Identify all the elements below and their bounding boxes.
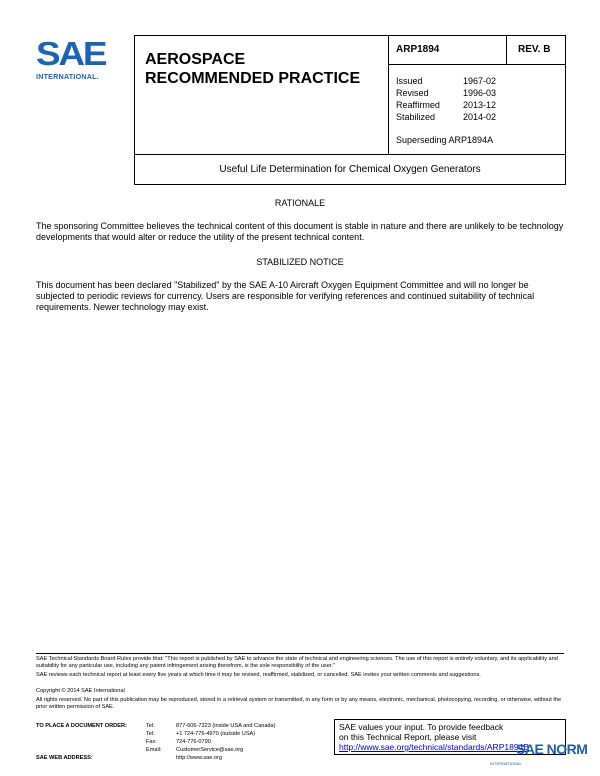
contact-label: Tel: bbox=[146, 731, 155, 737]
contact-value: CustomerService@sae.org bbox=[176, 747, 244, 753]
watermark-small-text: INTERNATIONAL bbox=[490, 761, 522, 766]
superseding-note: Superseding ARP1894A bbox=[396, 135, 494, 145]
date-label: Issued bbox=[396, 76, 423, 86]
stabilized-text: This document has been declared "Stabilized" by the SAE A-10 Aircraft Oxygen Equipment Committee and will no longer be subjected to periodic reviews for currency. Users are responsible for verifying references and continued suitability of technical requirements. Newer technology may exist. bbox=[36, 280, 535, 312]
divider bbox=[506, 36, 507, 64]
contact-value: 877-606-7323 (inside USA and Canada) bbox=[176, 723, 276, 729]
watermark-text: SAE NORM bbox=[516, 741, 588, 757]
date-value: 2014-02 bbox=[463, 112, 497, 122]
footer-rights-text: All rights reserved. No part of this publication may be reproduced, stored in a retrieval system or transmitted, in any form or by any means, electronic, mechanical, photocopying, recording, or otherwise, without the prior written permission of SAE. bbox=[36, 697, 562, 710]
title-line-2: RECOMMENDED PRACTICE bbox=[145, 70, 361, 87]
sae-logo bbox=[34, 35, 120, 84]
stabilized-heading: STABILIZED NOTICE bbox=[256, 257, 344, 267]
date-row bbox=[396, 99, 496, 111]
contact-label: Tel: bbox=[146, 723, 155, 729]
order-contact-block bbox=[36, 722, 276, 762]
order-label: TO PLACE A DOCUMENT ORDER: bbox=[36, 723, 127, 729]
logo-tagline: INTERNATIONAL. bbox=[36, 72, 99, 81]
web-value[interactable]: http://www.sae.org bbox=[176, 755, 223, 761]
contact-label: Email: bbox=[146, 747, 162, 753]
document-number: ARP1894 bbox=[396, 44, 440, 55]
feedback-line-1: SAE values your input. To provide feedback bbox=[339, 722, 504, 732]
logo-letters: SAE bbox=[36, 35, 106, 72]
footer-rule bbox=[36, 653, 564, 654]
footer-rules-text: SAE Technical Standards Board Rules provide that: "This report is published by SAE to advance the state of technical and engineering sciences. The use of this report is entirely voluntary, and its applicability and suitability for any particular use, including any patent infringement arising therefrom, is the sole responsibility of the user." bbox=[36, 656, 558, 669]
date-row bbox=[396, 111, 496, 123]
rationale-text: The sponsoring Committee believes the technical content of this document is stable in nature and there are unlikely to be technology developments that would alter or reduce the utility of the present technical content. bbox=[36, 221, 564, 242]
feedback-line-2: on this Technical Report, please visit bbox=[339, 732, 477, 742]
contact-value: 724-776-0790 bbox=[176, 739, 211, 745]
watermark bbox=[486, 741, 596, 771]
web-label: SAE WEB ADDRESS: bbox=[36, 755, 93, 761]
date-row bbox=[396, 75, 496, 87]
date-row bbox=[396, 87, 496, 99]
document-subject: Useful Life Determination for Chemical Oxygen Generators bbox=[219, 164, 481, 175]
divider bbox=[388, 36, 389, 154]
date-value: 1996-03 bbox=[463, 88, 497, 98]
contact-row bbox=[36, 746, 276, 754]
divider bbox=[388, 64, 566, 65]
contact-label: Fax: bbox=[146, 739, 157, 745]
contact-value: +1 724-776-4970 (outside USA) bbox=[176, 731, 256, 737]
rationale-heading: RATIONALE bbox=[274, 198, 326, 208]
contact-row bbox=[36, 722, 276, 730]
contact-row bbox=[36, 738, 276, 746]
date-value: 2013-12 bbox=[463, 100, 497, 110]
date-label: Revised bbox=[396, 88, 429, 98]
date-label: Stabilized bbox=[396, 112, 436, 122]
title-line-1: AEROSPACE bbox=[145, 51, 246, 68]
revision-label: REV. B bbox=[518, 44, 551, 55]
date-value: 1967-02 bbox=[463, 76, 497, 86]
date-label: Reaffirmed bbox=[396, 100, 440, 110]
contact-row bbox=[36, 754, 276, 762]
footer-copyright: Copyright © 2014 SAE International bbox=[36, 688, 125, 694]
contact-row bbox=[36, 730, 276, 738]
document-header-box bbox=[134, 35, 566, 185]
date-history bbox=[396, 75, 496, 123]
footer-review-text: SAE reviews each technical report at least every five years at which time it may be revised, reaffirmed, stabilized, or cancelled. SAE invites your written comments and suggestions. bbox=[36, 672, 481, 678]
feedback-link[interactable]: http://www.sae.org/technical/standards/ARP1894B bbox=[339, 742, 529, 752]
document-type-title bbox=[145, 50, 360, 88]
